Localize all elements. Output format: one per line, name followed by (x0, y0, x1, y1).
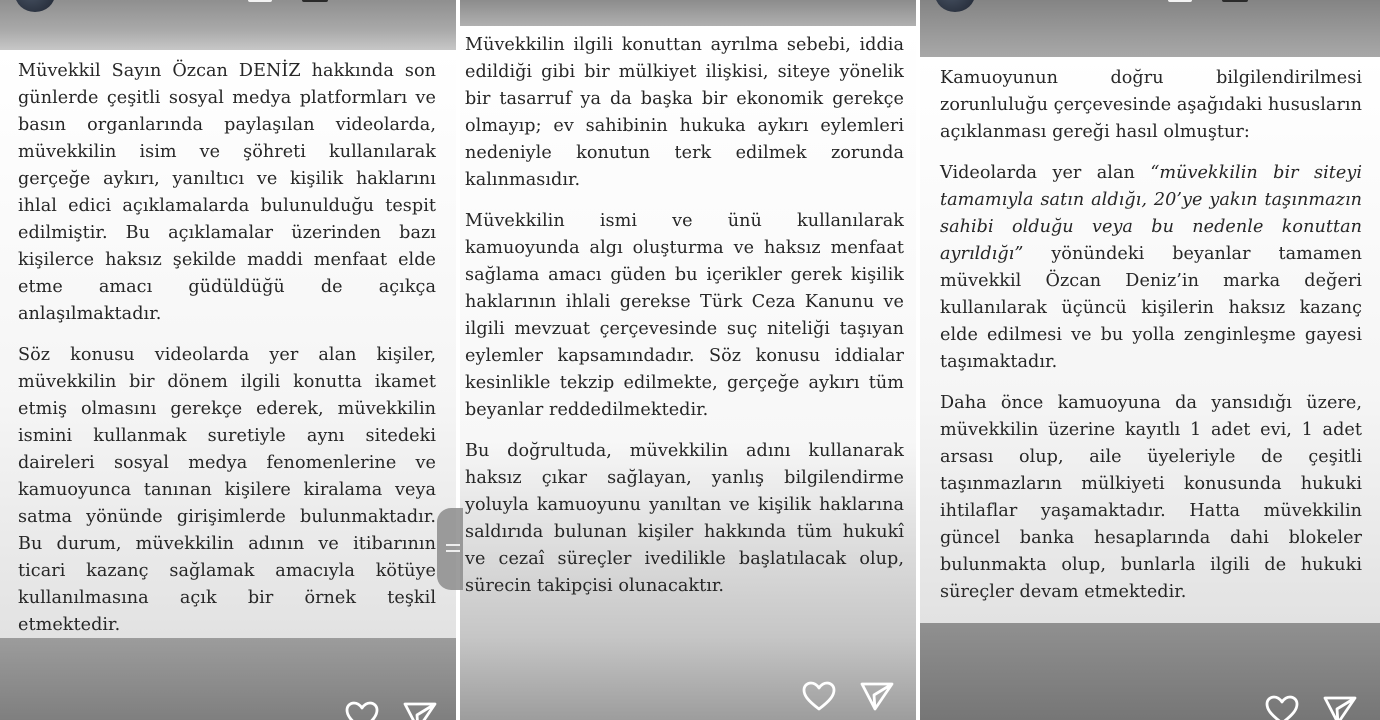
header-icon[interactable] (248, 0, 272, 2)
story-header (0, 0, 456, 50)
quote-paragraph (940, 160, 1362, 376)
story-panel-2 (460, 0, 916, 720)
story-header (460, 0, 916, 26)
send-icon[interactable] (859, 680, 895, 712)
header-icon[interactable] (302, 0, 328, 2)
heart-icon[interactable] (801, 680, 837, 712)
send-icon[interactable] (1322, 694, 1358, 720)
story-actions (1264, 694, 1358, 720)
story-panel-1 (0, 0, 456, 720)
heart-icon[interactable] (1264, 694, 1300, 720)
story-actions (344, 700, 438, 720)
paragraph: Müvekkilin ismi ve ünü kullanılarak kamuoyunda algı oluşturma ve haksız menfaat sağlama amacı güden bu içerikler gerek kişilik haklarının ihlali gerekse Türk Ceza Kanunu ve ilgili mevzuat çerçevesinde suç niteliği taşıyan eylemler kapsamındadır. Söz konusu iddialar kesinlikle tekzip edilmekte, gerçeğe aykırı tüm beyanlar reddedilmektedir. (465, 211, 904, 420)
paragraph: Bu doğrultuda, müvekkilin adını kullanarak haksız çıkar sağlayan, yanlış bilgilendirme yoluyla kamuoyunu yanıltan ve kişilik haklarına saldırıda bulunan kişiler hakkında tüm hukukî ve cezaî süreçler ivedilikle başlatılacak olup, sürecin takipçisi olunacaktır. (465, 441, 904, 596)
story-header (920, 0, 1380, 57)
header-icon[interactable] (1222, 0, 1248, 2)
story-actions (801, 680, 895, 712)
paragraph: Daha önce kamuoyuna da yansıdığı üzere, müvekkilin üzerine kayıtlı 1 adet evi, 1 adet arsası olup, aile üyeleriyle de çeşitli taşınmazların mülkiyeti konusunda hukuki ihtilaflar yaşamaktadır. Hatta müvekkilin güncel banka hesaplarında dahi blokeler bulunmakta olup, bunlarla ilgili de hukuki süreçler devam etmektedir. (940, 393, 1362, 602)
handle-line (446, 544, 460, 546)
quote-lead: Videolarda yer alan (940, 163, 1151, 183)
statement-text (0, 50, 456, 638)
avatar[interactable] (935, 0, 975, 12)
paragraph: Söz konusu videolarda yer alan kişiler, müvekkilin bir dönem ilgili konutta ikamet etmiş olmasını gerekçe ederek, müvekkilin ismini kullanmak suretiyle aynı sitedeki daireleri sosyal medya fenomenlerine ve kamuoyunca tanınan kişilere kiralama veya satma yönünde girişimlerde bulunmaktadır. Bu durum, müvekkilin adının ve itibarının ticari kazanç sağlamak amacıyla kötüye kullanılmasına açık bir örnek teşkil etmektedir. (18, 345, 436, 635)
story-panel-3 (920, 0, 1380, 720)
handle-line (446, 550, 460, 552)
heart-icon[interactable] (344, 700, 380, 720)
paragraph: Kamuoyunun doğru bilgilendirilmesi zorunluluğu çerçevesinde aşağıdaki hususların açıklanması gereği hasıl olmuştur: (940, 68, 1362, 142)
quoted-claim: “müvekkilin bir siteyi tamamıyla satın aldığı, 20’ye yakın taşınmazın sahibi olduğu veya bu nedenle konuttan ayrıldığı” (940, 163, 1363, 264)
send-icon[interactable] (402, 700, 438, 720)
quote-tail: yönündeki beyanlar tamamen müvekkil Özcan Deniz’in marka değeri kullanılarak üçüncü kişilerin haksız kazanç elde edilmesi ve bu yolla zenginleşme gayesi taşımaktadır. (940, 244, 1362, 372)
paragraph: Müvekkilin ilgili konuttan ayrılma sebebi, iddia edildiği gibi bir mülkiyet ilişkisi, siteye yönelik bir tasarruf ya da başka bir ekonomik gerekçe olmayıp; ev sahibinin hukuka aykırı eylemleri nedeniyle konutun terk edilmek zorunda kalınmasıdır. (465, 35, 904, 190)
header-icon[interactable] (1168, 0, 1192, 2)
statement-text (460, 26, 916, 720)
paragraph: Müvekkil Sayın Özcan DENİZ hakkında son günlerde çeşitli sosyal medya platformları ve basın organlarında paylaşılan videolarda, müvekkilin isim ve şöhreti kullanılarak gerçeğe aykırı, yanıltıcı ve kişilik haklarını ihlal edici açıklamalarda bulunulduğu tespit edilmiştir. Bu açıklamalar üzerinden bazı kişilerce haksız şekilde maddi menfaat elde etme amacı güdüldüğü de açıkça anlaşılmaktadır. (18, 61, 436, 324)
side-drawer-handle[interactable] (437, 508, 463, 590)
statement-text (920, 57, 1380, 623)
avatar[interactable] (15, 0, 55, 12)
